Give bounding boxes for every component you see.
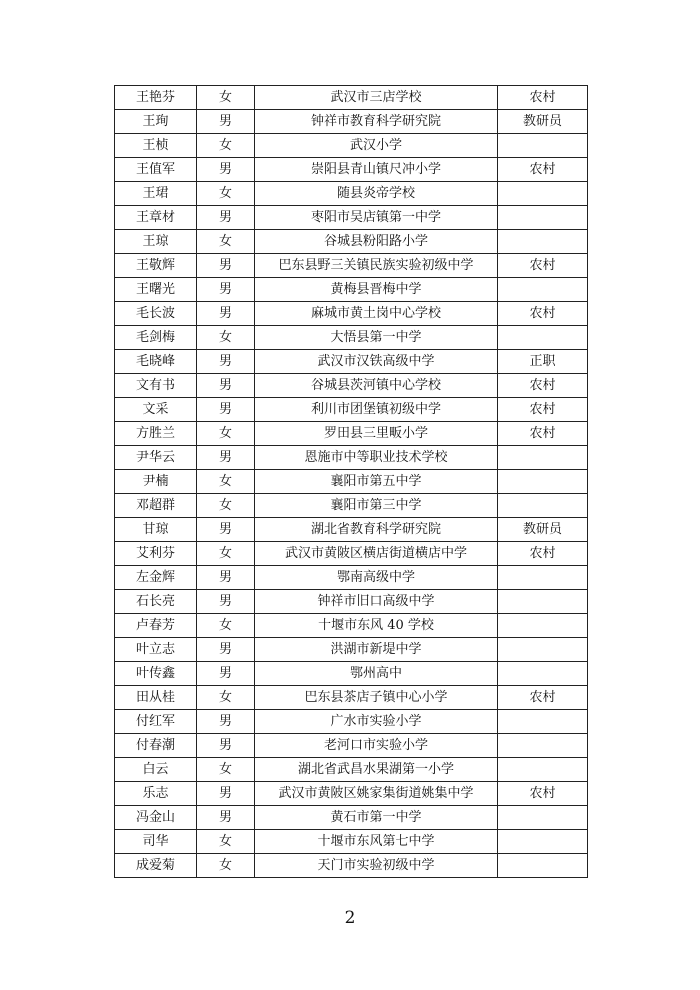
cell-gender: 男 (197, 446, 255, 470)
cell-gender: 女 (197, 758, 255, 782)
cell-unit: 黄梅县晋梅中学 (255, 278, 498, 302)
cell-name: 王值军 (115, 158, 197, 182)
cell-note (498, 470, 588, 494)
cell-note (498, 278, 588, 302)
table-row (115, 134, 588, 158)
cell-unit: 武汉市黄陂区姚家集街道姚集中学 (255, 782, 498, 806)
table-row (115, 662, 588, 686)
cell-unit: 大悟县第一中学 (255, 326, 498, 350)
roster-table-body (115, 86, 588, 878)
cell-name: 毛晓峰 (115, 350, 197, 374)
cell-gender: 男 (197, 302, 255, 326)
cell-gender: 男 (197, 350, 255, 374)
cell-unit: 十堰市东风第七中学 (255, 830, 498, 854)
cell-unit: 老河口市实验小学 (255, 734, 498, 758)
cell-note (498, 206, 588, 230)
cell-name: 王曙光 (115, 278, 197, 302)
cell-name: 王艳芬 (115, 86, 197, 110)
cell-unit: 襄阳市第三中学 (255, 494, 498, 518)
cell-name: 王桢 (115, 134, 197, 158)
table-row (115, 374, 588, 398)
cell-name: 王珣 (115, 110, 197, 134)
cell-name: 毛长波 (115, 302, 197, 326)
cell-name: 石长亮 (115, 590, 197, 614)
table-row (115, 518, 588, 542)
table-row (115, 638, 588, 662)
cell-unit: 随县炎帝学校 (255, 182, 498, 206)
page-number: 2 (344, 908, 356, 928)
cell-gender: 男 (197, 806, 255, 830)
cell-name: 尹华云 (115, 446, 197, 470)
table-row (115, 782, 588, 806)
cell-unit: 钟祥市旧口高级中学 (255, 590, 498, 614)
cell-gender: 男 (197, 782, 255, 806)
table-row (115, 614, 588, 638)
table-row (115, 758, 588, 782)
cell-name: 冯金山 (115, 806, 197, 830)
cell-name: 成爱菊 (115, 854, 197, 878)
cell-unit: 罗田县三里畈小学 (255, 422, 498, 446)
cell-note (498, 590, 588, 614)
cell-note: 农村 (498, 302, 588, 326)
cell-gender: 男 (197, 278, 255, 302)
table-row (115, 422, 588, 446)
cell-note (498, 734, 588, 758)
cell-note (498, 806, 588, 830)
cell-note (498, 326, 588, 350)
cell-note (498, 566, 588, 590)
table-row (115, 542, 588, 566)
cell-note (498, 662, 588, 686)
cell-note (498, 182, 588, 206)
cell-unit: 武汉市汉铁高级中学 (255, 350, 498, 374)
cell-note (498, 638, 588, 662)
table-row (115, 206, 588, 230)
cell-unit: 鄂州高中 (255, 662, 498, 686)
cell-unit: 黄石市第一中学 (255, 806, 498, 830)
cell-note: 农村 (498, 422, 588, 446)
table-row (115, 566, 588, 590)
cell-note (498, 854, 588, 878)
cell-name: 毛剑梅 (115, 326, 197, 350)
cell-gender: 男 (197, 398, 255, 422)
table-row (115, 302, 588, 326)
cell-unit: 恩施市中等职业技术学校 (255, 446, 498, 470)
cell-name: 叶立志 (115, 638, 197, 662)
teacher-roster-table (114, 85, 588, 878)
cell-gender: 女 (197, 422, 255, 446)
cell-gender: 女 (197, 86, 255, 110)
table-row (115, 398, 588, 422)
table-row (115, 230, 588, 254)
cell-name: 王章材 (115, 206, 197, 230)
cell-note (498, 710, 588, 734)
cell-name: 左金辉 (115, 566, 197, 590)
cell-name: 尹楠 (115, 470, 197, 494)
cell-note (498, 830, 588, 854)
cell-gender: 男 (197, 110, 255, 134)
cell-name: 卢春芳 (115, 614, 197, 638)
cell-unit: 利川市团堡镇初级中学 (255, 398, 498, 422)
cell-note (498, 614, 588, 638)
cell-gender: 男 (197, 254, 255, 278)
cell-unit: 十堰市东风 40 学校 (255, 614, 498, 638)
cell-unit: 麻城市黄土岗中心学校 (255, 302, 498, 326)
table-row (115, 278, 588, 302)
cell-note: 农村 (498, 158, 588, 182)
table-row (115, 686, 588, 710)
cell-gender: 女 (197, 182, 255, 206)
cell-gender: 男 (197, 662, 255, 686)
cell-note (498, 494, 588, 518)
cell-note: 农村 (498, 686, 588, 710)
table-row (115, 830, 588, 854)
cell-name: 白云 (115, 758, 197, 782)
cell-gender: 男 (197, 638, 255, 662)
cell-unit: 巴东县茶店子镇中心小学 (255, 686, 498, 710)
cell-gender: 男 (197, 566, 255, 590)
cell-unit: 湖北省教育科学研究院 (255, 518, 498, 542)
cell-gender: 女 (197, 494, 255, 518)
cell-note (498, 230, 588, 254)
cell-unit: 崇阳县青山镇尺冲小学 (255, 158, 498, 182)
cell-gender: 女 (197, 854, 255, 878)
cell-gender: 男 (197, 710, 255, 734)
cell-gender: 女 (197, 614, 255, 638)
cell-note: 农村 (498, 542, 588, 566)
table-row (115, 806, 588, 830)
cell-note: 农村 (498, 782, 588, 806)
cell-unit: 武汉市黄陂区横店街道横店中学 (255, 542, 498, 566)
cell-note (498, 134, 588, 158)
cell-name: 甘琼 (115, 518, 197, 542)
cell-note: 教研员 (498, 110, 588, 134)
cell-name: 乐志 (115, 782, 197, 806)
cell-gender: 男 (197, 158, 255, 182)
table-row (115, 158, 588, 182)
table-row (115, 734, 588, 758)
table-row (115, 710, 588, 734)
cell-note (498, 446, 588, 470)
cell-gender: 女 (197, 830, 255, 854)
cell-name: 司华 (115, 830, 197, 854)
table-row (115, 854, 588, 878)
cell-note: 教研员 (498, 518, 588, 542)
table-row (115, 110, 588, 134)
cell-name: 田从桂 (115, 686, 197, 710)
cell-note: 农村 (498, 86, 588, 110)
cell-note (498, 758, 588, 782)
cell-unit: 谷城县粉阳路小学 (255, 230, 498, 254)
cell-unit: 武汉小学 (255, 134, 498, 158)
cell-note: 正职 (498, 350, 588, 374)
cell-unit: 枣阳市吴店镇第一中学 (255, 206, 498, 230)
cell-gender: 女 (197, 686, 255, 710)
cell-note: 农村 (498, 374, 588, 398)
table-row (115, 254, 588, 278)
cell-gender: 女 (197, 542, 255, 566)
cell-name: 叶传鑫 (115, 662, 197, 686)
cell-name: 王敬辉 (115, 254, 197, 278)
cell-name: 方胜兰 (115, 422, 197, 446)
cell-name: 付春潮 (115, 734, 197, 758)
cell-gender: 男 (197, 518, 255, 542)
cell-name: 文采 (115, 398, 197, 422)
cell-unit: 天门市实验初级中学 (255, 854, 498, 878)
cell-unit: 襄阳市第五中学 (255, 470, 498, 494)
table-row (115, 470, 588, 494)
cell-name: 邓超群 (115, 494, 197, 518)
cell-unit: 钟祥市教育科学研究院 (255, 110, 498, 134)
cell-unit: 洪湖市新堤中学 (255, 638, 498, 662)
cell-gender: 女 (197, 230, 255, 254)
cell-gender: 男 (197, 374, 255, 398)
cell-name: 艾利芬 (115, 542, 197, 566)
cell-unit: 巴东县野三关镇民族实验初级中学 (255, 254, 498, 278)
cell-gender: 女 (197, 134, 255, 158)
table-row (115, 182, 588, 206)
cell-note: 农村 (498, 254, 588, 278)
table-row (115, 590, 588, 614)
cell-name: 付红军 (115, 710, 197, 734)
cell-gender: 女 (197, 326, 255, 350)
table-row (115, 350, 588, 374)
cell-gender: 男 (197, 206, 255, 230)
cell-gender: 男 (197, 734, 255, 758)
cell-name: 文有书 (115, 374, 197, 398)
cell-gender: 女 (197, 470, 255, 494)
table-row (115, 446, 588, 470)
table-row (115, 86, 588, 110)
cell-unit: 武汉市三店学校 (255, 86, 498, 110)
cell-unit: 广水市实验小学 (255, 710, 498, 734)
cell-gender: 男 (197, 590, 255, 614)
cell-name: 王琼 (115, 230, 197, 254)
table-row (115, 494, 588, 518)
cell-note: 农村 (498, 398, 588, 422)
table-row (115, 326, 588, 350)
cell-unit: 鄂南高级中学 (255, 566, 498, 590)
cell-unit: 谷城县茨河镇中心学校 (255, 374, 498, 398)
cell-name: 王珺 (115, 182, 197, 206)
cell-unit: 湖北省武昌水果湖第一小学 (255, 758, 498, 782)
